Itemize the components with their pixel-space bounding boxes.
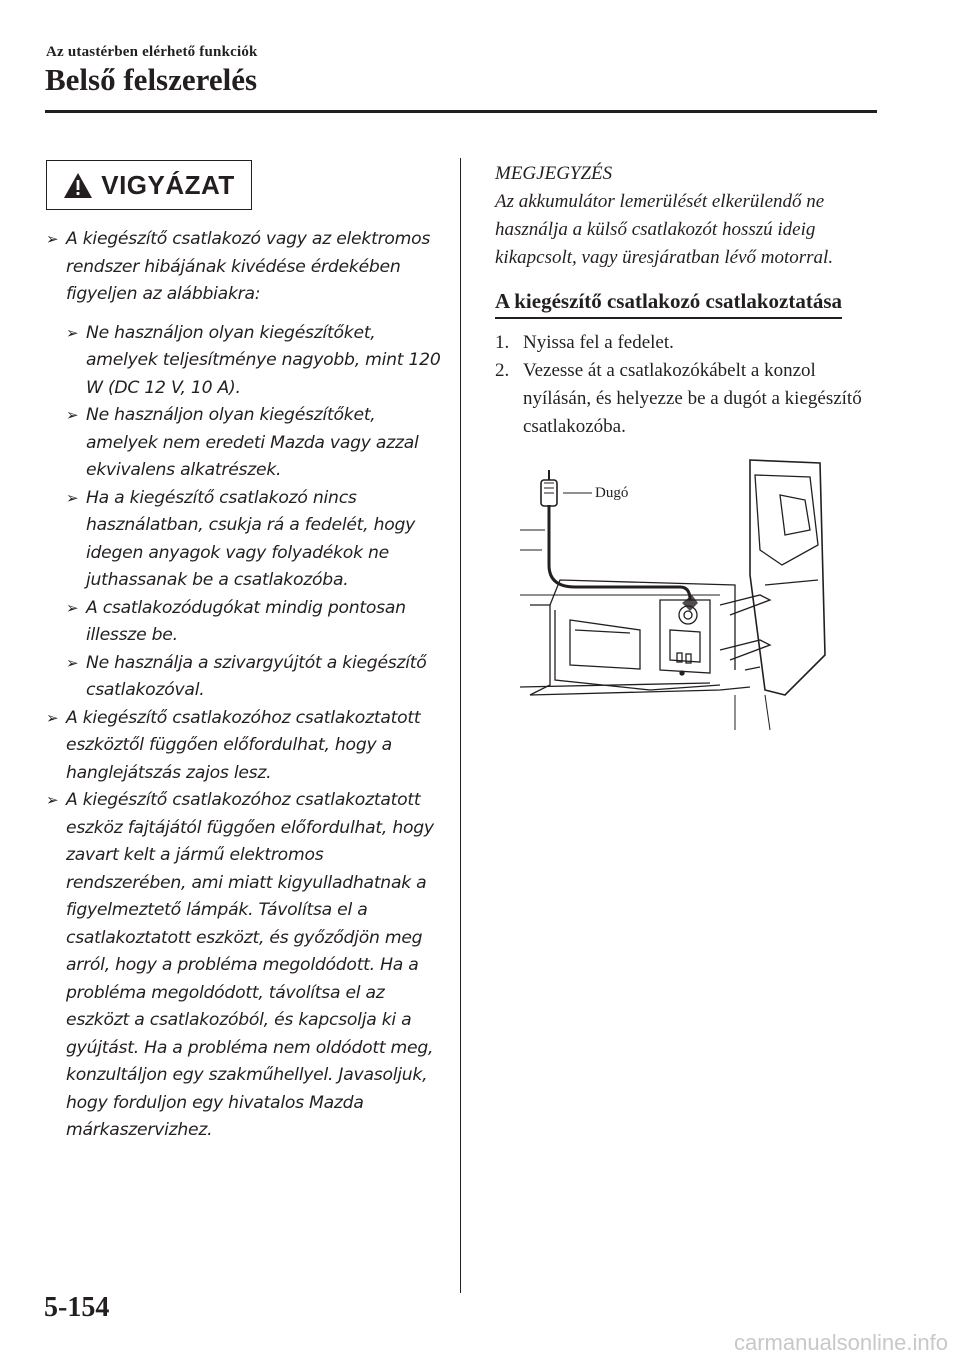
note-heading: MEGJEGYZÉS — [495, 163, 613, 184]
warning-label: VIGYÁZAT — [101, 169, 235, 200]
step-item — [495, 329, 885, 357]
arrow-bullet-icon: ➢ — [66, 406, 79, 424]
header-divider — [45, 110, 877, 113]
arrow-bullet-icon: ➢ — [46, 791, 59, 809]
page-number: 5-154 — [44, 1292, 110, 1323]
step-item — [495, 357, 885, 441]
section-title: A kiegészítő csatlakozó csatlakoztatása — [495, 288, 842, 319]
list-item-text: A kiegészítő csatlakozó vagy az elektromos rendszer hibájának kivédése érdekében figyeljen az alábbiakra: — [66, 229, 431, 304]
warning-list — [46, 226, 446, 1145]
sub-list-item-text: A csatlakozódugókat mindig pontosan illessze be. — [86, 597, 406, 645]
watermark: carmanualsonline.info — [733, 1330, 948, 1355]
warning-box — [46, 160, 252, 210]
step-number: 1. — [495, 332, 510, 353]
sub-list-item-text: Ne használjon olyan kiegészítőket, amelyek teljesítménye nagyobb, mint 120 W (DC 12 V, 10 A). — [86, 322, 441, 398]
sub-list-item — [66, 650, 446, 705]
sub-list-item-text: Ha a kiegészítő csatlakozó nincs használatban, csukja rá a fedelét, hogy idegen anyagok vagy folyadékok ne juthassanak be a csatlakozóba. — [86, 487, 416, 590]
page-title: Belső felszerelés — [45, 62, 258, 97]
step-text: Nyissa fel a fedelet. — [523, 332, 674, 353]
column-divider — [460, 158, 461, 1293]
step-number: 2. — [495, 360, 510, 381]
accessory-socket-illustration — [520, 455, 840, 730]
sub-list-item-text: Ne használjon olyan kiegészítőket, amelyek nem eredeti Mazda vagy azzal ekvivalens alkatrészek. — [86, 405, 419, 480]
sub-list-item-text: Ne használja a szivargyújtót a kiegészítő csatlakozóval. — [86, 652, 427, 700]
sub-list — [66, 320, 446, 705]
figure-label-plug: Dugó — [595, 485, 629, 501]
right-column — [495, 160, 885, 441]
list-item — [46, 705, 446, 788]
sub-list-item — [66, 595, 446, 650]
arrow-bullet-icon: ➢ — [66, 598, 79, 617]
arrow-bullet-icon: ➢ — [46, 708, 59, 727]
steps-list — [495, 329, 885, 441]
arrow-bullet-icon: ➢ — [66, 488, 79, 507]
arrow-bullet-icon: ➢ — [66, 653, 79, 672]
list-item — [46, 787, 446, 1145]
list-item-text: A kiegészítő csatlakozóhoz csatlakoztatott eszköztől függően előfordulhat, hogy a hanglejátszás zajos lesz. — [66, 707, 421, 783]
list-item — [46, 226, 446, 309]
arrow-bullet-icon: ➢ — [66, 323, 79, 342]
arrow-bullet-icon: ➢ — [46, 230, 59, 248]
sub-list-item — [66, 402, 446, 485]
sub-list-item — [66, 320, 446, 403]
warning-triangle-icon — [63, 172, 93, 199]
list-item-text: A kiegészítő csatlakozóhoz csatlakoztatott eszköz fajtájától függően előfordulhat, hogy zavart kelt a jármű elektromos rendszerében, ami miatt kigyulladhatnak a figyelmeztető lámpák. Távolítsa el a csatlakoztatott eszközt, és győződjön meg arról, hogy a probléma megoldódott. Ha a probléma megoldódott, távolítsa el az eszközt a csatlakozóból, és kapcsolja ki a gyújtást. Ha a probléma nem oldódott meg, konzultáljon egy szakműhellyel. Javasoljuk, hogy forduljon egy hivatalos Mazda márkaszervizhez. — [66, 790, 434, 1140]
running-header: Az utastérben elérhető funkciók — [46, 44, 258, 60]
step-text: Vezesse át a csatlakozókábelt a konzol nyílásán, és helyezze be a dugót a kiegészítő csatlakozóba. — [523, 360, 862, 437]
note-text: Az akkumulátor lemerülését elkerülendő ne használja a külső csatlakozót hosszú ideig kikapcsolt, vagy üresjáratban lévő motorral. — [495, 191, 834, 268]
sub-list-item — [66, 485, 446, 595]
